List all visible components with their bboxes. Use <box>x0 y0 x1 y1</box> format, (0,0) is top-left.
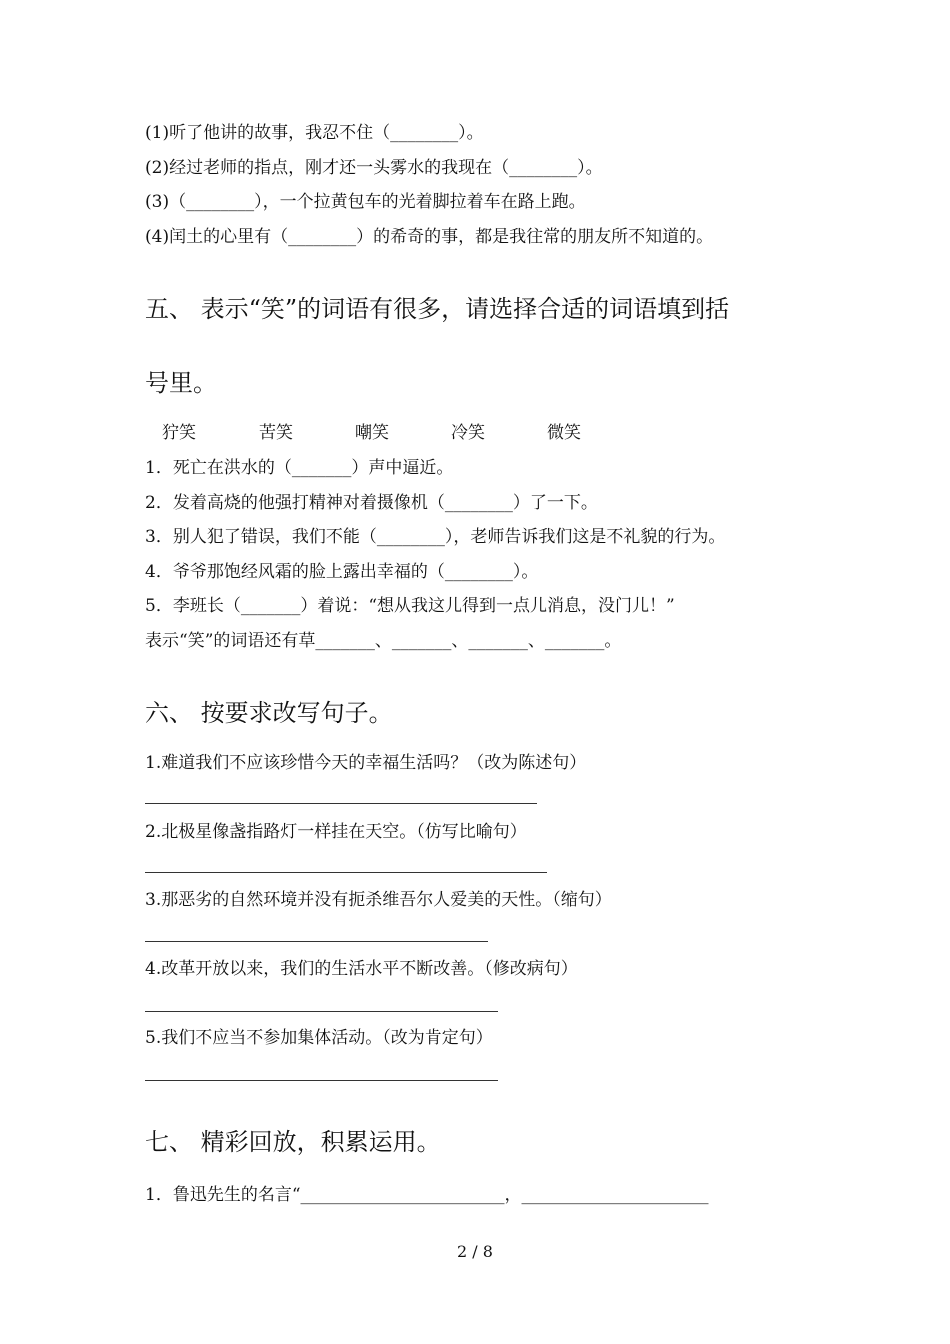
section6-item-4: 4.改革开放以来，我们的生活水平不断改善。（修改病句） <box>145 959 578 979</box>
section5-item-4: 4．爷爷那饱经风霜的脸上露出幸福的（________）。 <box>145 562 539 582</box>
section7-item-1: 1．鲁迅先生的名言“________________________，______________________ <box>145 1185 709 1205</box>
word-bank-item: 嘲笑 <box>355 423 389 443</box>
answer-line <box>145 1011 498 1012</box>
answer-line <box>145 1080 498 1081</box>
answer-line <box>145 941 488 942</box>
section5-item-2: 2．发着高烧的他强打精神对着摄像机（________）了一下。 <box>145 493 598 513</box>
part4-item-2: (2)经过老师的指点，刚才还一头雾水的我现在（________）。 <box>145 158 603 178</box>
word-bank-item: 微笑 <box>547 423 581 443</box>
part4-item-3: (3)（________），一个拉黄包车的光着脚拉着车在路上跑。 <box>145 192 586 212</box>
section5-title-line2: 号里。 <box>145 369 217 397</box>
word-bank-item: 狞笑 <box>162 423 196 443</box>
section5-title-line1: 五、 表示“笑”的词语有很多，请选择合适的词语填到括 <box>145 295 730 323</box>
word-bank-item: 苦笑 <box>259 423 293 443</box>
section6-item-2: 2.北极星像盏指路灯一样挂在天空。（仿写比喻句） <box>145 822 527 842</box>
section7-title: 七、 精彩回放，积累运用。 <box>145 1128 441 1156</box>
section6-title: 六、 按要求改写句子。 <box>145 699 393 727</box>
section5-item-3: 3．别人犯了错误，我们不能（________），老师告诉我们这是不礼貌的行为。 <box>145 527 726 547</box>
section5-extra: 表示“笑”的词语还有草_______、_______、_______、_______。 <box>145 631 622 651</box>
section6-item-3: 3.那恶劣的自然环境并没有扼杀维吾尔人爱美的天性。（缩句） <box>145 890 612 910</box>
part4-item-4: (4)闰土的心里有（________）的希奇的事，都是我往常的朋友所不知道的。 <box>145 227 714 247</box>
section6-item-1: 1.难道我们不应该珍惜今天的幸福生活吗？（改为陈述句） <box>145 753 587 773</box>
page-number: 2 / 8 <box>457 1242 493 1261</box>
section5-item-5: 5．李班长（_______）着说：“想从我这儿得到一点儿消息，没门儿！” <box>145 596 675 616</box>
section6-item-5: 5.我们不应当不参加集体活动。（改为肯定句） <box>145 1028 493 1048</box>
part4-item-1: (1)听了他讲的故事，我忍不住（________）。 <box>145 123 484 143</box>
answer-line <box>145 803 537 804</box>
answer-line <box>145 872 547 873</box>
section5-item-1: 1．死亡在洪水的（_______）声中逼近。 <box>145 458 454 478</box>
word-bank-item: 冷笑 <box>451 423 485 443</box>
